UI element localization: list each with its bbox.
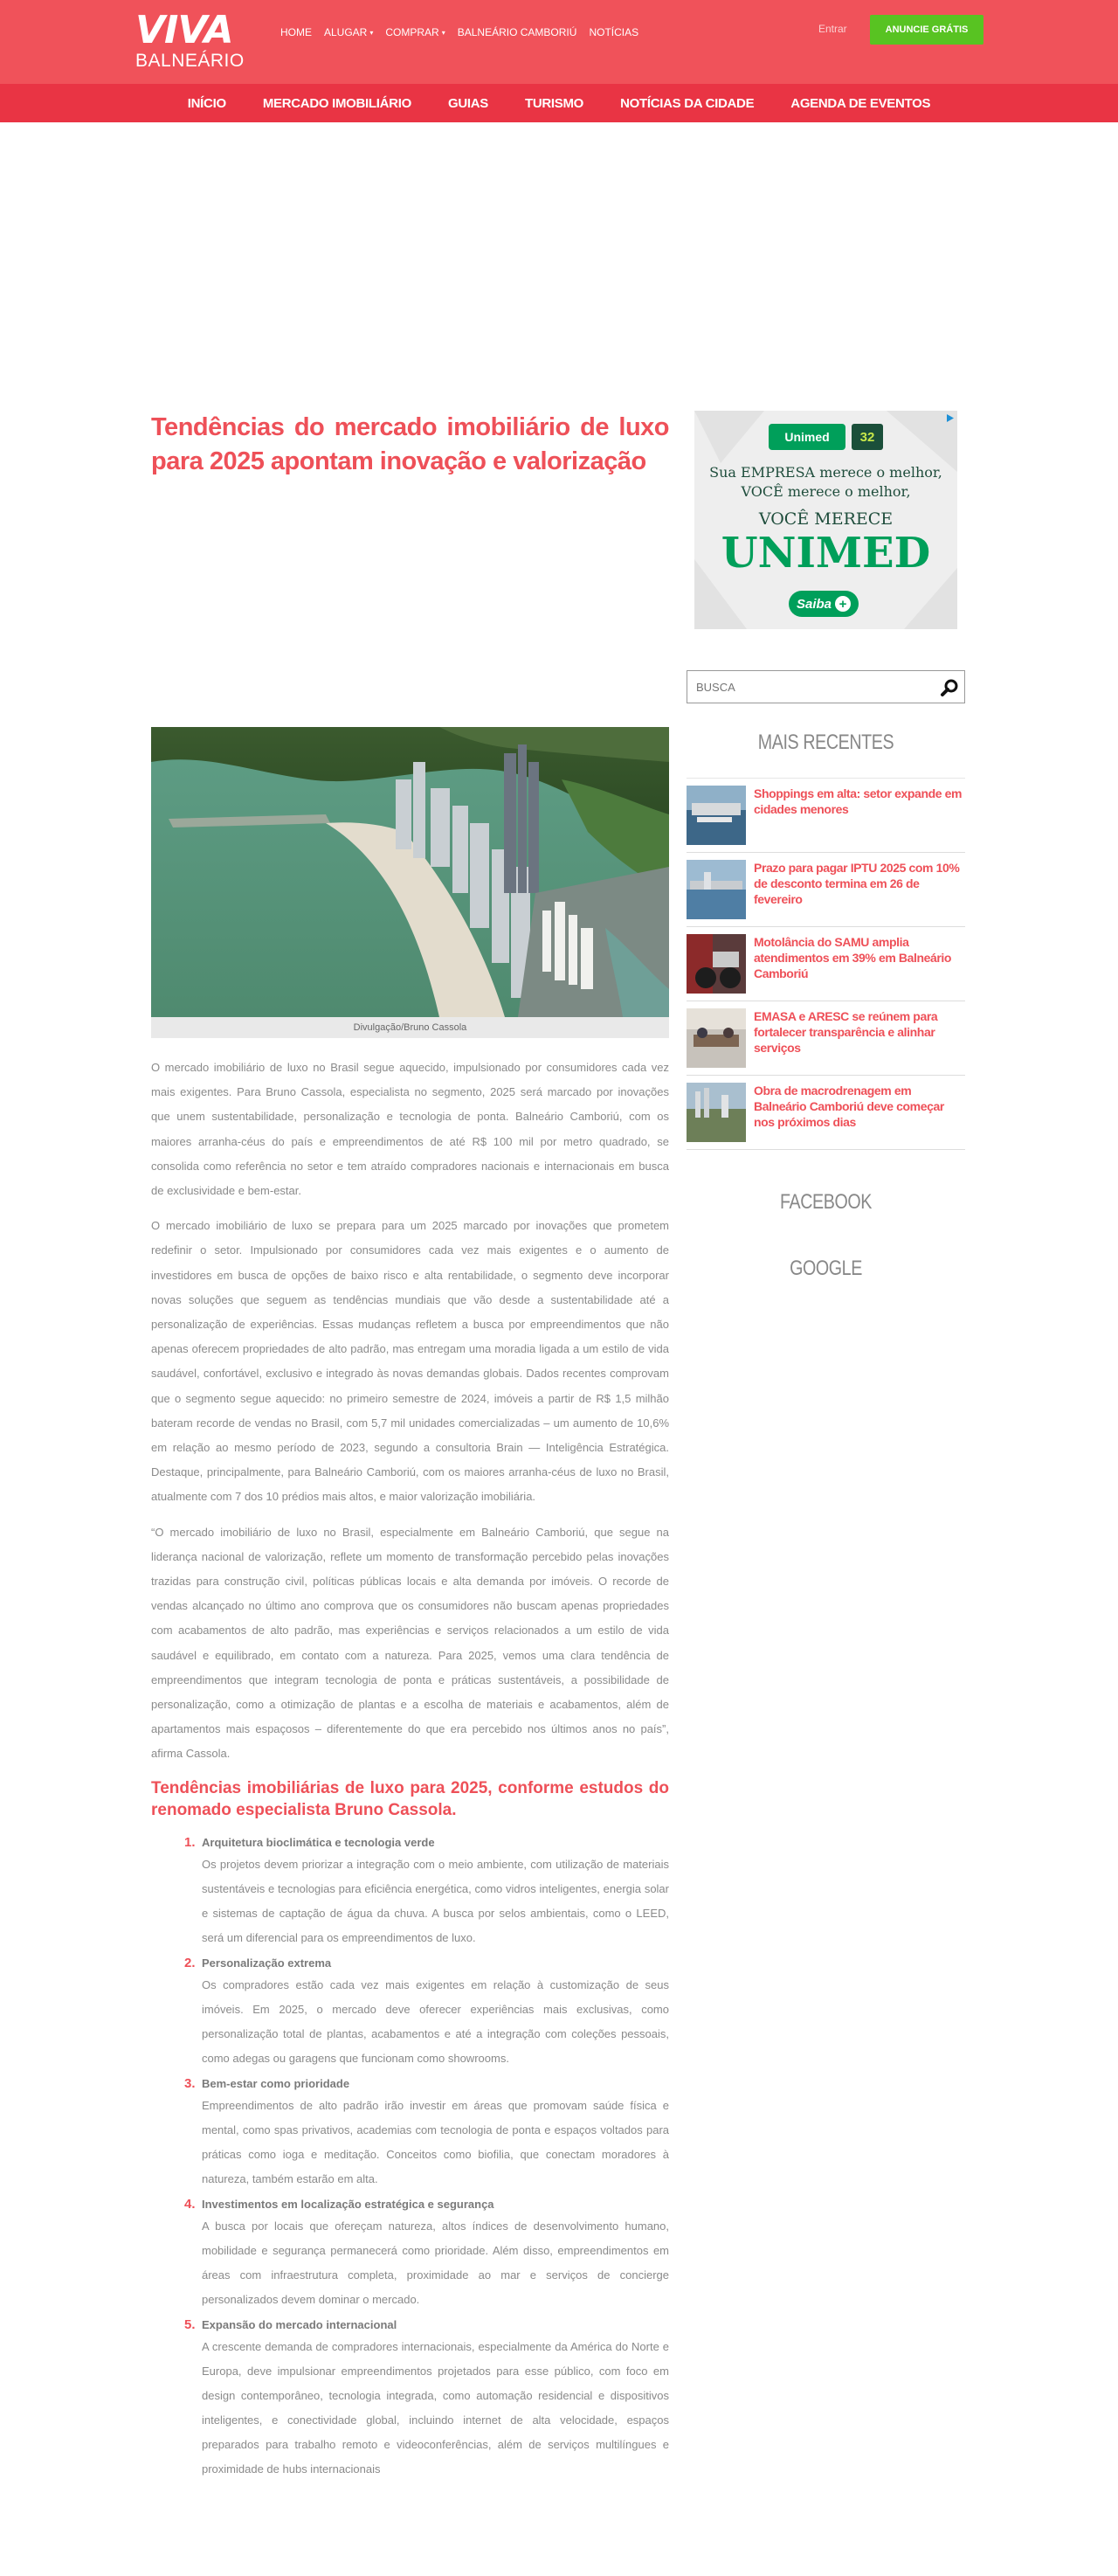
list-item-title: Personalização extrema <box>202 1956 332 1970</box>
recent-post-thumbnail <box>687 786 746 845</box>
list-number: 1. <box>184 1834 196 1850</box>
caret-down-icon: ▾ <box>369 28 374 37</box>
list-item-text: Os compradores estão cada vez mais exigentes em relação à customização de seus imóveis. Em 2025, o mercado deve oferecer experiências mais exclusivas, como personalização total de plantas, acabamentos e até a integração com coleções pessoais, como adegas ou garagens que funcionam como showrooms. <box>202 1977 669 2065</box>
aerial-city-photo <box>151 727 669 1017</box>
mainnav-mercado-imobiliario[interactable]: MERCADO IMOBILIÁRIO <box>262 95 411 111</box>
main-nav <box>0 84 1118 122</box>
article-body <box>151 1056 669 2485</box>
ad-brand: Unimed <box>784 430 830 444</box>
list-item-text: Os projetos devem priorizar a integração com o meio ambiente, com utilização de materiais sustentáveis e tecnologias para eficiência energética, como vidros inteligentes, energia solar e sistemas de captação de água da chuva. A busca por selos ambientais, como o LEED, será um diferencial para os empreendimentos de luxo. <box>202 1857 669 1944</box>
image-caption: Divulgação/Bruno Cassola <box>151 1017 669 1038</box>
ad-cta-button[interactable] <box>789 591 859 617</box>
list-item-title: Bem-estar como prioridade <box>202 2076 350 2090</box>
list-item-text: A crescente demanda de compradores internacionais, especialmente da América do Norte e Europa, deve impulsionar empreendimentos projetados para esse público, com foco em design contemporâneo, tecnologia integrada, como automação residencial e dispositivos inteligentes, e conectividade global, incluindo internet de alta velocidade, espaços preparados para trabalho remoto e videoconferências, além de serviços multilíngues e proximidade de hubs internacionais <box>202 2339 669 2476</box>
mainnav-agenda-eventos[interactable]: AGENDA DE EVENTOS <box>790 95 931 111</box>
recent-post-thumbnail <box>687 934 746 994</box>
recent-post-title: EMASA e ARESC se reúnem para fortalecer transparência e alinhar serviços <box>754 1009 938 1055</box>
topnav-label: ALUGAR <box>324 26 368 38</box>
article-paragraph: O mercado imobiliário de luxo se prepara para um 2025 marcado por inovações que prometem redefinir o setor. Impulsionado por consumidores cada vez mais exigentes e o aumento de investidores em busca de opções de baixo risco e alta rentabilidade, o segmento deve incorporar novas soluções que seguem as tendências mundiais que vão desde a sustentabilidade até a personalização de experiências. Essas mudanças refletem a busca por empreendimentos que não apenas oferecem propriedades de alto padrão, mas entregam uma moradia ligada a um estilo de vida saudável, confortável, exclusivo e integrado às novas demandas globais. Dados recentes comprovam que o segmento segue aquecido: no primeiro semestre de 2024, imóveis a partir de R$ 1,5 milhão bateram recorde de vendas no Brasil, com 5,7 mil unidades comercializadas – um aumento de 10,6% em relação ao mesmo período de 2023, segundo a consultoria Brain — Inteligência Estratégica. Destaque, principalmente, para Balneário Camboriú, com os maiores arranha-céus de luxo no Brasil, atualmente com 7 dos 10 prédios mais altos, e maior valorização imobiliária. <box>151 1219 669 1504</box>
logo-sub-text: BALNEÁRIO <box>135 51 245 71</box>
topnav-alugar[interactable] <box>324 26 373 38</box>
article-paragraph: “O mercado imobiliário de luxo no Brasil, especialmente em Balneário Camboriú, que segue na liderança nacional de valorização, reflete um momento de transformação percebido pelas inovações trazidas para construção civil, políticas públicas locais e alta demanda por imóveis. O recorde de vendas alcançado no último ano comprova que os consumidores não buscam apenas propriedades com acabamentos de alto padrão, mas experiências e serviços relacionados a um estilo de vida saudável e equilibrado, em contato com a natureza. Para 2025, vemos uma clara tendência de empreendimentos que integram tecnologia de ponta e práticas sustentáveis, a possibilidade de personalização, como a otimização de plantas e a escolha de materiais e acabamentos, além de apartamentos mais espaçosos – diferentemente do que era percebido nos últimos anos no país”, afirma Cassola. <box>151 1525 669 1761</box>
trends-list <box>184 1833 669 2482</box>
list-number: 3. <box>184 2075 196 2091</box>
list-item-title: Arquitetura bioclimática e tecnologia verde <box>202 1835 435 1849</box>
ad-line3: VOCÊ MERECE <box>758 509 894 529</box>
article-hero-image <box>151 727 669 1017</box>
recent-post-title: Shoppings em alta: setor expande em cidades menores <box>754 786 963 816</box>
search-input[interactable] <box>687 671 932 703</box>
list-item-title: Expansão do mercado internacional <box>202 2317 397 2331</box>
list-item-text: Empreendimentos de alto padrão irão investir em áreas que promovam saúde física e mental, como spas privativos, academias com tecnologia de ponta e espaços voltados para práticas como ioga e meditação. Conceitos como biofilia, que conectam moradores à natureza, também estarão em alta. <box>202 2098 669 2185</box>
topnav-label: NOTÍCIAS <box>589 26 639 38</box>
list-item <box>184 1833 669 1950</box>
recent-heading: MAIS RECENTES <box>757 731 894 754</box>
article-title: Tendências do mercado imobiliário de luxo para 2025 apontam inovação e valorização <box>151 413 669 475</box>
logo-main-text: VIVA <box>135 8 233 52</box>
topnav-home[interactable] <box>280 26 312 38</box>
facebook-heading: FACEBOOK <box>779 1190 872 1214</box>
mainnav-turismo[interactable]: TURISMO <box>524 95 584 111</box>
article-header <box>151 411 669 479</box>
google-heading: GOOGLE <box>790 1257 862 1280</box>
recent-post-title: Obra de macrodrenagem em Balneário Camboriú deve começar nos próximos dias <box>754 1084 944 1129</box>
ad-big-text: UNIMED <box>721 529 931 578</box>
top-header <box>0 0 1118 84</box>
plus-icon: + <box>835 596 851 612</box>
recent-post[interactable] <box>687 1001 965 1076</box>
sidebar-ad-unimed[interactable] <box>694 411 957 629</box>
list-item <box>184 1954 669 2071</box>
recent-post[interactable] <box>687 927 965 1001</box>
list-number: 5. <box>184 2316 196 2332</box>
recent-post-thumbnail <box>687 1083 746 1142</box>
recent-post[interactable] <box>687 853 965 927</box>
advertise-free-button[interactable]: ANUNCIE GRÁTIS <box>870 15 983 45</box>
recent-post[interactable] <box>687 779 965 853</box>
recent-post-title: Prazo para pagar IPTU 2025 com 10% de desconto termina em 26 de fevereiro <box>754 861 960 906</box>
recent-post-thumbnail <box>687 860 746 919</box>
list-number: 4. <box>184 2196 196 2212</box>
topnav-label: HOME <box>280 26 312 38</box>
adchoices-icon[interactable] <box>944 412 956 424</box>
ad-line2: VOCÊ merece o melhor, <box>741 483 911 500</box>
article-paragraph: O mercado imobiliário de luxo no Brasil segue aquecido, impulsionado por consumidores cada vez mais exigentes. Para Bruno Cassola, especialista no segmento, 2025 será marcado por inovações que unem sustentabilidade, personalização e tecnologia de ponta. Balneário Camboriú, com os maiores arranha-céus do país e empreendimentos de até R$ 100 mil por metro quadrado, se consolida como referência no setor e tem atraído compradores nacionais e internacionais em busca de exclusividade e bem-estar. <box>151 1061 669 1198</box>
topnav-balneario[interactable] <box>458 26 577 38</box>
mainnav-guias[interactable]: GUIAS <box>447 95 488 111</box>
list-item <box>184 2195 669 2312</box>
recent-post-thumbnail <box>687 1008 746 1068</box>
search-icon[interactable] <box>940 678 959 697</box>
site-logo[interactable] <box>135 8 245 73</box>
article-subheading: Tendências imobiliárias de luxo para 2025, conforme estudos do renomado especialista Bruno Cassola. <box>151 1778 669 1819</box>
list-item <box>184 2316 669 2482</box>
list-item-title: Investimentos em localização estratégica e segurança <box>202 2197 494 2211</box>
list-number: 2. <box>184 1955 196 1970</box>
recent-post[interactable] <box>687 1076 965 1150</box>
list-item <box>184 2074 669 2192</box>
mainnav-inicio[interactable]: INÍCIO <box>187 95 226 111</box>
recent-post-title: Motolância do SAMU amplia atendimentos em 39% em Balneário Camboriú <box>754 935 952 980</box>
login-link[interactable]: Entrar <box>818 23 847 35</box>
top-nav <box>280 26 651 38</box>
list-item-text: A busca por locais que ofereçam natureza, altos índices de desenvolvimento humano, mobilidade e segurança permanecerá como prioridade. Além disso, empreendimentos em áreas com infraestrutura completa, proximidade ao mar e serviços de concierge personalizados devem dominar o mercado. <box>202 2219 669 2306</box>
topnav-label: COMPRAR <box>385 26 439 38</box>
search-box <box>687 670 965 703</box>
mainnav-noticias-cidade[interactable]: NOTÍCIAS DA CIDADE <box>620 95 755 111</box>
ad-cta-label: Saiba <box>796 596 832 612</box>
ad-badge: 32 <box>859 429 875 445</box>
caret-down-icon: ▾ <box>441 28 445 37</box>
recent-posts-list <box>687 778 965 1150</box>
ad-line1: Sua EMPRESA merece o melhor, <box>709 464 942 481</box>
topnav-noticias[interactable] <box>589 26 638 38</box>
topnav-label: BALNEÁRIO CAMBORIÚ <box>457 26 577 38</box>
topnav-comprar[interactable] <box>385 26 445 38</box>
